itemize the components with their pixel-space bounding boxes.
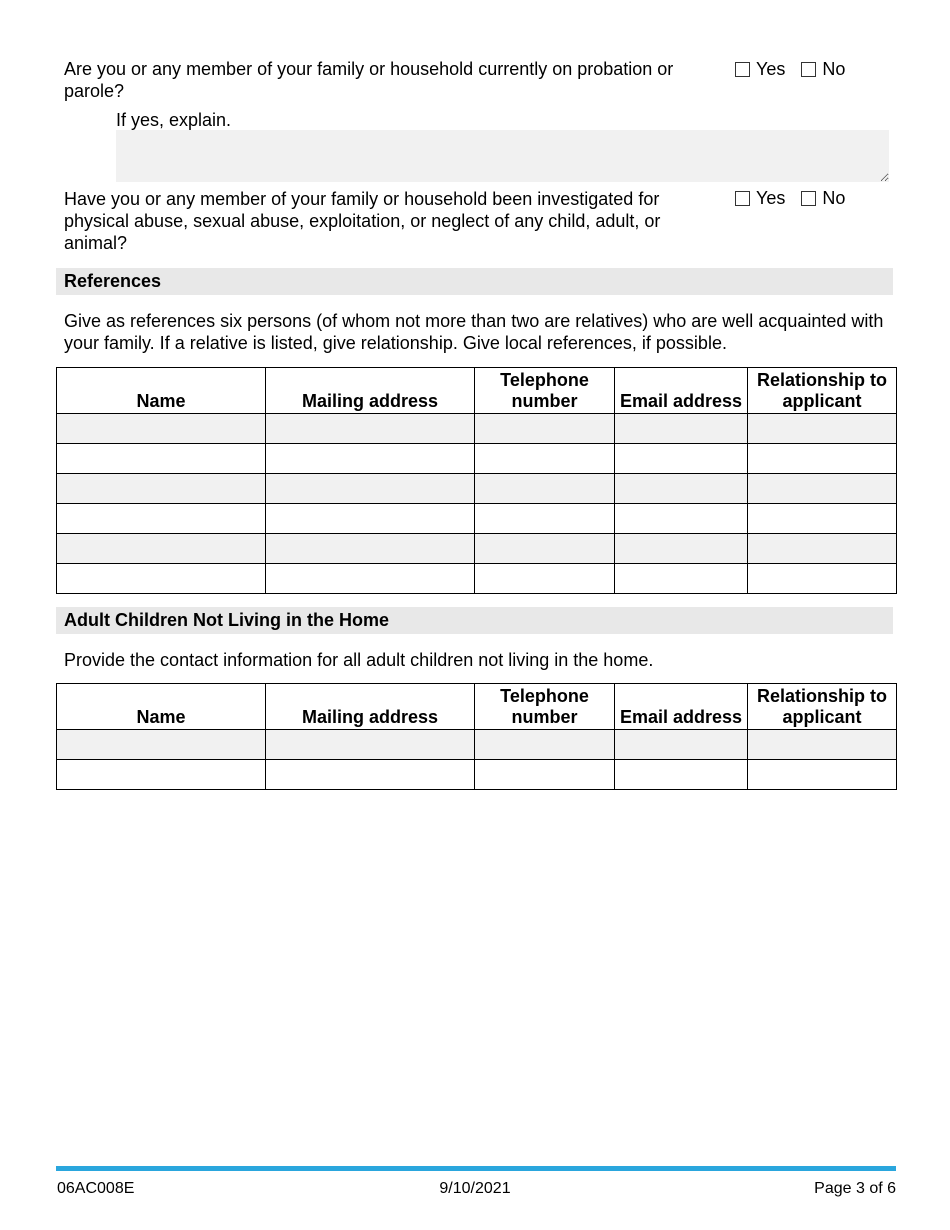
col-mailing-address: Mailing address	[266, 684, 475, 730]
footer-date: 9/10/2021	[439, 1180, 511, 1197]
reference-email-field[interactable]	[615, 414, 747, 443]
col-email: Email address	[615, 684, 748, 730]
reference-phone-field[interactable]	[475, 534, 614, 563]
reference-name-field[interactable]	[57, 504, 265, 533]
table-row	[57, 504, 897, 534]
references-instructions: Give as references six persons (of whom not more than two are relatives) who are well acquainted with your family. If a relative is listed, give relationship. Give local references, if possible.	[64, 311, 884, 353]
reference-relationship-field[interactable]	[748, 564, 896, 593]
col-telephone: Telephone number	[475, 368, 615, 414]
probation-no-label: No	[822, 58, 846, 79]
reference-email-field[interactable]	[615, 564, 747, 593]
footer-rule	[56, 1166, 896, 1171]
adult-children-heading: Adult Children Not Living in the Home	[56, 607, 893, 634]
reference-phone-field[interactable]	[475, 474, 614, 503]
reference-email-field[interactable]	[615, 444, 747, 473]
reference-name-field[interactable]	[57, 414, 265, 443]
explain-label: If yes, explain.	[116, 110, 232, 130]
probation-yes-no	[735, 58, 845, 80]
reference-address-field[interactable]	[266, 504, 474, 533]
investigated-yes-checkbox[interactable]	[735, 191, 750, 206]
reference-address-field[interactable]	[266, 444, 474, 473]
references-table	[56, 367, 897, 594]
reference-email-field[interactable]	[615, 474, 747, 503]
child-name-field[interactable]	[57, 730, 265, 759]
child-relationship-field[interactable]	[748, 730, 896, 759]
question-probation: Are you or any member of your family or household currently on probation or parole?	[64, 59, 674, 101]
investigated-no-checkbox[interactable]	[801, 191, 816, 206]
reference-phone-field[interactable]	[475, 504, 614, 533]
investigated-yes-label: Yes	[756, 187, 786, 208]
reference-phone-field[interactable]	[475, 414, 614, 443]
col-relationship: Relationship to applicant	[748, 684, 897, 730]
reference-email-field[interactable]	[615, 504, 747, 533]
investigated-yes-no	[735, 187, 845, 209]
child-address-field[interactable]	[266, 730, 474, 759]
reference-address-field[interactable]	[266, 564, 474, 593]
reference-relationship-field[interactable]	[748, 504, 896, 533]
child-relationship-field[interactable]	[748, 760, 896, 789]
child-name-field[interactable]	[57, 760, 265, 789]
reference-address-field[interactable]	[266, 474, 474, 503]
probation-yes-label: Yes	[756, 58, 786, 79]
table-row	[57, 474, 897, 504]
child-phone-field[interactable]	[475, 730, 614, 759]
reference-relationship-field[interactable]	[748, 444, 896, 473]
investigated-no-label: No	[822, 187, 846, 208]
adult-children-instructions: Provide the contact information for all adult children not living in the home.	[64, 650, 654, 670]
reference-name-field[interactable]	[57, 474, 265, 503]
child-phone-field[interactable]	[475, 760, 614, 789]
question-investigated: Have you or any member of your family or household been investigated for physical abuse, sexual abuse, exploitation, or neglect of any child, adult, or animal?	[64, 189, 661, 253]
footer-page-number: Page 3 of 6	[814, 1180, 896, 1197]
footer-form-id: 06AC008E	[57, 1180, 135, 1197]
table-row	[57, 564, 897, 594]
adult-children-table	[56, 683, 897, 790]
child-email-field[interactable]	[615, 760, 747, 789]
reference-address-field[interactable]	[266, 534, 474, 563]
reference-email-field[interactable]	[615, 534, 747, 563]
probation-no-checkbox[interactable]	[801, 62, 816, 77]
references-header-row	[57, 368, 897, 414]
col-email: Email address	[615, 368, 748, 414]
table-row	[57, 534, 897, 564]
references-heading: References	[56, 268, 893, 295]
reference-address-field[interactable]	[266, 414, 474, 443]
table-row	[57, 444, 897, 474]
reference-relationship-field[interactable]	[748, 414, 896, 443]
child-address-field[interactable]	[266, 760, 474, 789]
table-row	[57, 414, 897, 444]
col-telephone: Telephone number	[475, 684, 615, 730]
child-email-field[interactable]	[615, 730, 747, 759]
explain-field[interactable]	[116, 130, 889, 182]
col-relationship: Relationship to applicant	[748, 368, 897, 414]
adult-children-header-row	[57, 684, 897, 730]
reference-name-field[interactable]	[57, 444, 265, 473]
reference-name-field[interactable]	[57, 564, 265, 593]
col-name: Name	[57, 368, 266, 414]
table-row	[57, 760, 897, 790]
reference-phone-field[interactable]	[475, 444, 614, 473]
reference-name-field[interactable]	[57, 534, 265, 563]
probation-yes-checkbox[interactable]	[735, 62, 750, 77]
col-mailing-address: Mailing address	[266, 368, 475, 414]
col-name: Name	[57, 684, 266, 730]
reference-relationship-field[interactable]	[748, 534, 896, 563]
reference-relationship-field[interactable]	[748, 474, 896, 503]
reference-phone-field[interactable]	[475, 564, 614, 593]
table-row	[57, 730, 897, 760]
